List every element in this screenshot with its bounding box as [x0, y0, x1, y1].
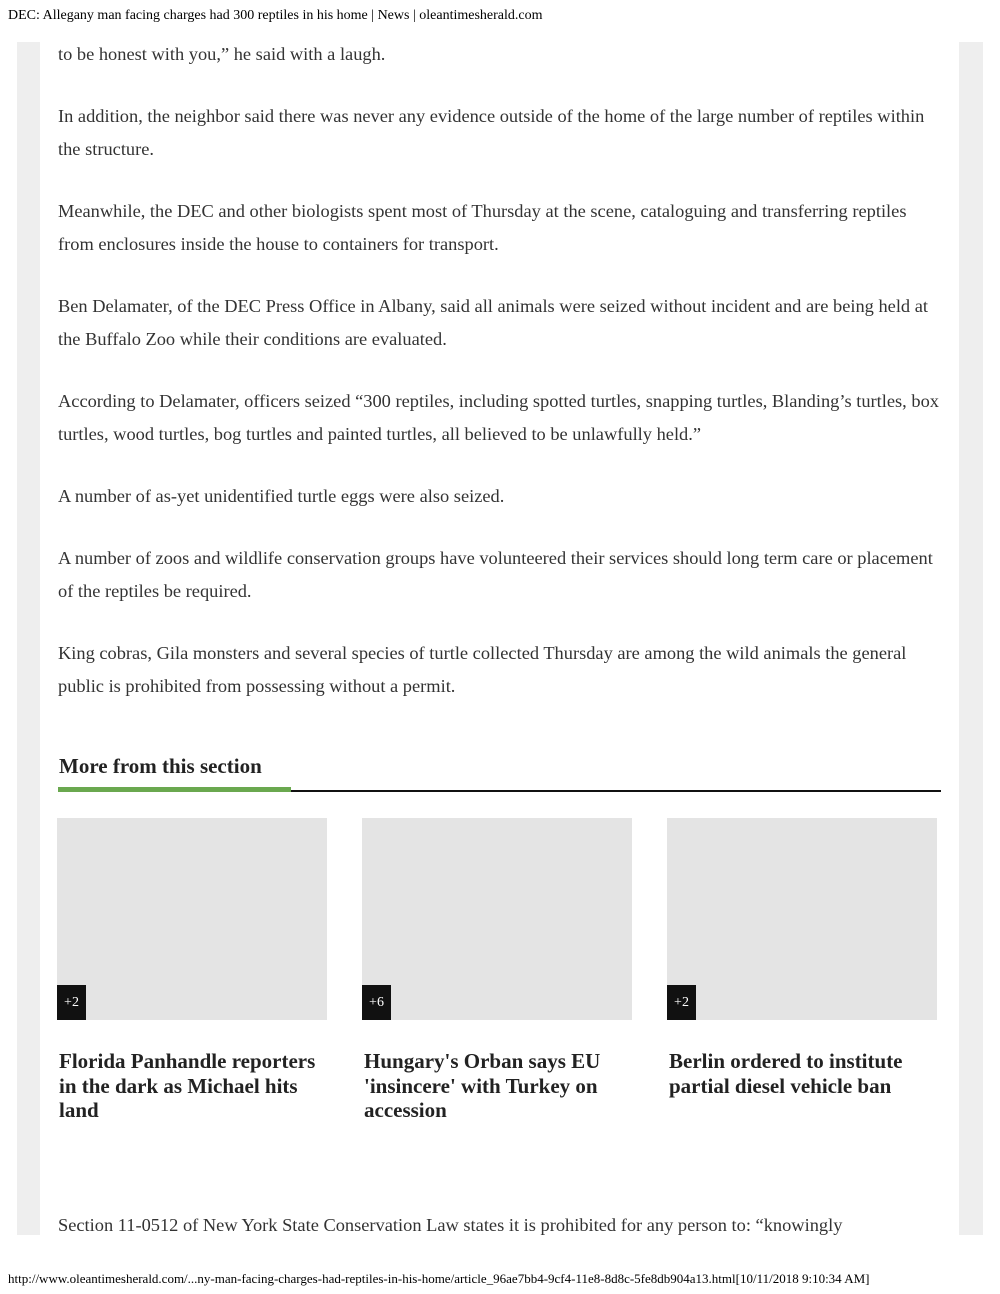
article-paragraph-continued: Section 11-0512 of New York State Conservation Law states it is prohibited for any person to: “knowingly — [58, 1215, 843, 1235]
related-article-headline[interactable]: Florida Panhandle reporters in the dark as Michael hits land — [59, 1049, 316, 1122]
article-thumbnail[interactable] — [362, 818, 632, 1020]
right-gutter — [959, 42, 983, 1235]
article-paragraph: to be honest with you,” he said with a laugh. — [58, 44, 386, 64]
photo-count-badge: +2 — [667, 985, 696, 1020]
article-paragraph: King cobras, Gila monsters and several species of turtle collected Thursday are among the wild animals the general public is prohibited from possessing without a permit. — [58, 643, 907, 696]
divider-accent — [58, 787, 291, 792]
more-from-section-header — [58, 750, 941, 793]
article-thumbnail[interactable] — [57, 818, 327, 1020]
related-article-card[interactable] — [362, 818, 632, 1123]
section-divider — [58, 787, 941, 793]
article-paragraph: A number of as-yet unidentified turtle eggs were also seized. — [58, 486, 505, 506]
related-article-card[interactable] — [667, 818, 937, 1098]
related-article-card[interactable] — [57, 818, 327, 1123]
related-article-headline[interactable]: Berlin ordered to institute partial diesel vehicle ban — [669, 1049, 903, 1098]
article-paragraph: Ben Delamater, of the DEC Press Office in Albany, said all animals were seized without incident and are being held at the Buffalo Zoo while their conditions are evaluated. — [58, 296, 928, 349]
article-paragraph: Meanwhile, the DEC and other biologists spent most of Thursday at the scene, cataloguing and transferring reptiles from enclosures inside the house to containers for transport. — [58, 201, 907, 254]
print-footer-url: http://www.oleantimesherald.com/...ny-man-facing-charges-had-reptiles-in-his-home/article_96ae7bb4-9cf4-11e8-8d8c-5fe8db904a13.html[10/11/2018 9:10:34 AM] — [8, 1271, 870, 1286]
related-article-headline[interactable]: Hungary's Orban says EU 'insincere' with Turkey on accession — [364, 1049, 601, 1122]
article-paragraph: In addition, the neighbor said there was never any evidence outside of the home of the large number of reptiles within the structure. — [58, 106, 925, 159]
left-gutter — [17, 42, 40, 1235]
article-body — [58, 38, 943, 732]
photo-count-badge: +2 — [57, 985, 86, 1020]
section-title: More from this section — [59, 754, 262, 778]
article-paragraph: A number of zoos and wildlife conservation groups have volunteered their services should long term care or placement of the reptiles be required. — [58, 548, 933, 601]
article-paragraph: According to Delamater, officers seized “300 reptiles, including spotted turtles, snapping turtles, Blanding’s turtles, box turtles, wood turtles, bog turtles and painted turtles, all believed to be unlawfully held.” — [58, 391, 939, 444]
photo-count-badge: +6 — [362, 985, 391, 1020]
article-thumbnail[interactable] — [667, 818, 937, 1020]
print-header: DEC: Allegany man facing charges had 300 reptiles in his home | News | oleantimesherald.com — [8, 8, 543, 23]
